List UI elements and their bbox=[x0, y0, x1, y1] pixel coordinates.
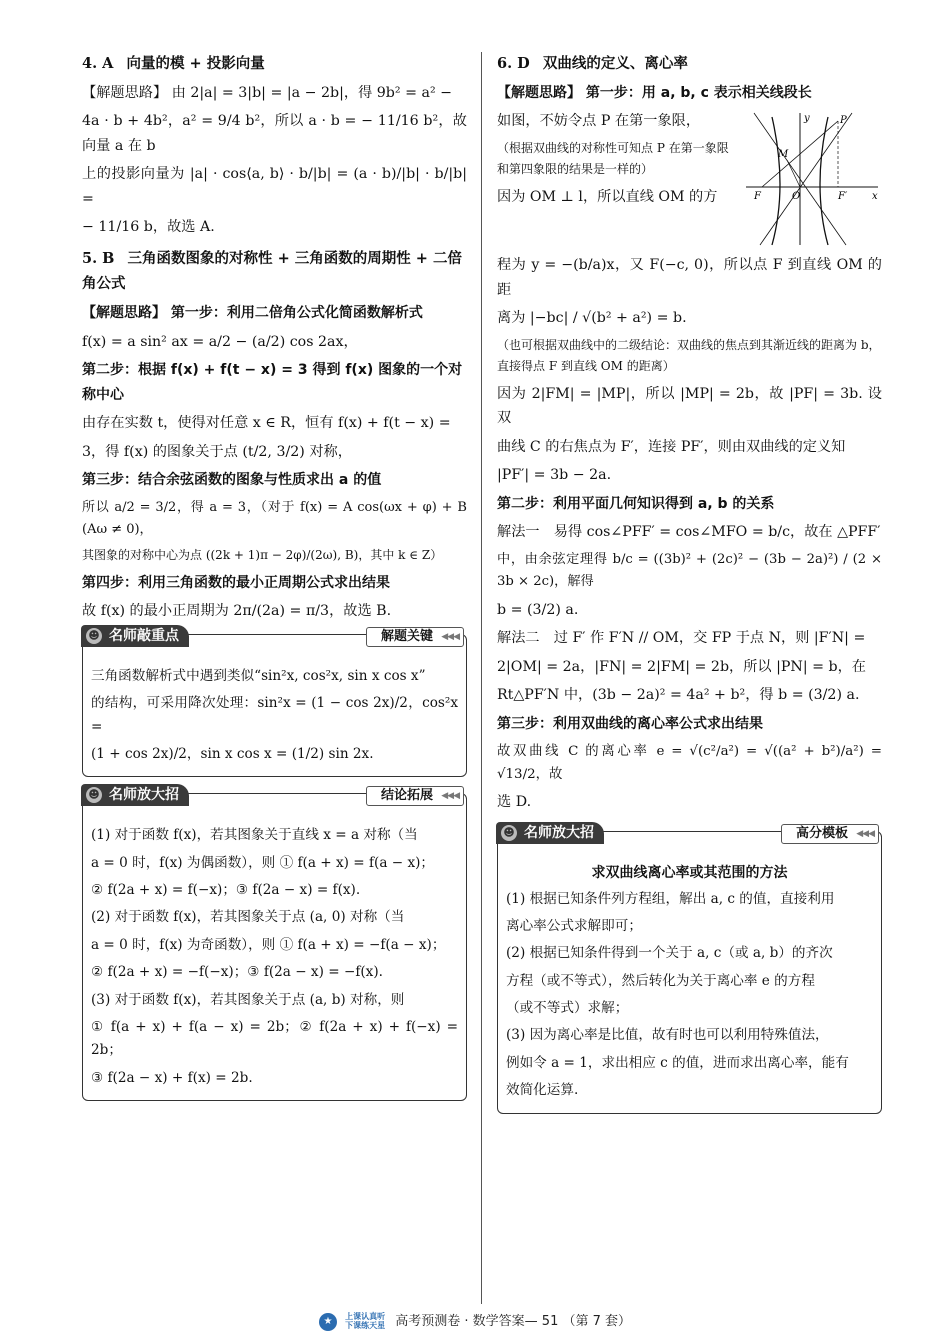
template-line-2: 离心率公式求解即可； bbox=[506, 917, 642, 934]
template-tag-text: 名师放大招 bbox=[524, 824, 594, 841]
q4-line-4: − 11/16 b，故选 A. bbox=[82, 219, 215, 236]
q6-method-1a: 解法一 易得 cos∠PFF′ = cos∠MFO = b/c，故在 △PFF′ bbox=[497, 524, 881, 541]
conclusion-line-9: ③ f(2a − x) + f(x) = 2b. bbox=[91, 1069, 253, 1086]
brand-logo-icon: ★ bbox=[319, 1313, 337, 1331]
right-branch bbox=[820, 117, 828, 245]
teacher-icon: ☻ bbox=[86, 787, 102, 803]
teacher-icon: ☻ bbox=[86, 628, 102, 644]
conclusion-label bbox=[366, 786, 464, 806]
q5-step-4: 第四步：利用三角函数的最小正周期公式求出结果 bbox=[82, 574, 390, 591]
label-x: x bbox=[872, 191, 878, 203]
q6-method-2b: 2|OM| = 2a，|FN| = 2|FM| = 2b，所以 |PN| = b，在 bbox=[497, 658, 866, 675]
q6-line-3b: 选 D. bbox=[497, 794, 532, 811]
q6-step-2: 第二步：利用平面几何知识得到 a, b 的关系 bbox=[497, 495, 775, 512]
hyperbola-figure bbox=[742, 109, 882, 249]
template-line-1: (1) 根据已知条件列方程组，解出 a, c 的值，直接利用 bbox=[506, 890, 835, 907]
conclusion-line-4: (2) 对于函数 f(x)，若其图象关于点 (a, 0) 对称（当 bbox=[91, 909, 405, 926]
q5-line-2a: 由存在实数 t，使得对任意 x ∈ R，恒有 f(x) + f(t − x) = bbox=[82, 415, 451, 432]
line-om bbox=[787, 160, 800, 187]
q5-step-2: 第二步：根据 f(x) + f(t − x) = 3 得到 f(x) 图象的一个对称中心 bbox=[82, 362, 463, 403]
question-4-header bbox=[82, 52, 467, 77]
label-o: O bbox=[792, 191, 801, 203]
q4-line-3: 上的投影向量为 |a| · cos⟨a, b⟩ · b/|b| = (a · b)/|b| · b/|b| = bbox=[82, 166, 467, 207]
conclusion-box bbox=[82, 787, 467, 1101]
key-point-box-header bbox=[81, 625, 468, 647]
question-4-number: 4. A bbox=[82, 55, 114, 72]
q5-step-3: 第三步：结合余弦函数的图象与性质求出 a 的值 bbox=[82, 472, 382, 489]
template-line-6: (3) 因为离心率是比值，故有时也可以利用特殊值法， bbox=[506, 1027, 829, 1044]
q6-line-1d: 离为 |−bc| / √(b² + a²) = b. bbox=[497, 310, 687, 327]
label-m: M bbox=[778, 149, 789, 161]
conclusion-line-2: a = 0 时，f(x) 为偶函数），则 ① f(a + x) = f(a − x)； bbox=[91, 854, 435, 871]
key-point-label-text: 解题关键 bbox=[380, 628, 433, 644]
label-y: y bbox=[804, 113, 810, 125]
q6-step-3: 第三步：利用双曲线的离心率公式求出结果 bbox=[497, 715, 763, 732]
template-label-text: 高分模板 bbox=[795, 825, 848, 841]
brand-slogan bbox=[345, 1313, 385, 1331]
question-6-number: 6. D bbox=[497, 55, 530, 72]
conclusion-line-5: a = 0 时，f(x) 为奇函数），则 ① f(a + x) = −f(a − x)； bbox=[91, 936, 446, 953]
template-line-8: 效简化运算. bbox=[506, 1082, 579, 1099]
template-line-7: 例如令 a = 1，求出相应 c 的值，进而求出离心率，能有 bbox=[506, 1054, 849, 1071]
q6-line-1g: |PF′| = 3b − 2a. bbox=[497, 467, 612, 484]
q6-note-2: （也可根据双曲线中的二级结论：双曲线的焦点到其渐近线的距离为 b，直接得点 F 到直线 OM 的距离） bbox=[497, 337, 881, 374]
conclusion-line-3: ② f(2a + x) = f(−x)；③ f(2a − x) = f(x). bbox=[91, 882, 361, 899]
conclusion-line-1: (1) 对于函数 f(x)，若其图象关于直线 x = a 对称（当 bbox=[91, 827, 418, 844]
conclusion-tag-text: 名师放大招 bbox=[109, 787, 179, 804]
question-5-title: 三角函数图象的对称性 + 三角函数的周期性 + 二倍角公式 bbox=[82, 250, 463, 293]
arrows-icon: ◀◀◀ bbox=[441, 791, 459, 802]
conclusion-line-7: (3) 对于函数 f(x)，若其图象关于点 (a, b) 对称，则 bbox=[91, 991, 405, 1008]
label-f: F bbox=[754, 191, 761, 203]
template-box-header bbox=[496, 822, 883, 844]
question-6-title: 双曲线的定义、离心率 bbox=[542, 55, 688, 72]
question-5-header bbox=[82, 247, 467, 297]
key-point-line-1: 三角函数解析式中遇到类似“sin²x, cos²x, sin x cos x” bbox=[91, 667, 426, 684]
question-6-header bbox=[497, 52, 882, 77]
q4-line-1: 【解题思路】 由 2|a| = 3|b| = |a − 2b|，得 9b² = a² − bbox=[82, 84, 453, 101]
template-line-3: (2) 根据已知条件得到一个关于 a, c（或 a, b）的齐次 bbox=[506, 945, 833, 962]
page-footer bbox=[0, 1310, 950, 1331]
label-p: P bbox=[840, 115, 847, 127]
q5-line-3a: 所以 a/2 = 3/2，得 a = 3，（对于 f(x) = A cos(ωx + φ) + B (Aω ≠ 0)， bbox=[82, 499, 467, 537]
q6-method-1c: b = (3/2) a. bbox=[497, 601, 579, 618]
question-5-number: 5. B bbox=[82, 250, 115, 268]
question-4-title: 向量的模 + 投影向量 bbox=[126, 55, 265, 72]
template-line-5: （或不等式）求解； bbox=[506, 1000, 629, 1017]
conclusion-label-text: 结论拓展 bbox=[380, 788, 433, 804]
q4-line-2: 4a · b + 4b²，a² = 9/4 b²，所以 a · b = − 11/16 b²，故向量 a 在 b bbox=[82, 113, 467, 154]
q6-line-1a: 如图，不妨令点 P 在第一象限， bbox=[497, 113, 701, 130]
template-box bbox=[497, 824, 882, 1114]
q6-line-3a: 故双曲线 C 的离心率 e = √(c²/a²) = √((a² + b²)/a²) = √13/2，故 bbox=[497, 744, 882, 783]
key-point-label bbox=[366, 627, 464, 647]
conclusion-tag bbox=[81, 784, 189, 806]
q5-step-1: 【解题思路】 第一步：利用二倍角公式化简函数解析式 bbox=[82, 305, 423, 322]
key-point-line-2: 的结构，可采用降次处理：sin²x = (1 − cos 2x)/2，cos²x = bbox=[91, 695, 458, 735]
brand-slogan-top: 上课认真听 bbox=[345, 1311, 386, 1321]
q5-line-4: 故 f(x) 的最小正周期为 2π/(2a) = π/3，故选 B. bbox=[82, 603, 392, 620]
template-label bbox=[781, 824, 879, 844]
conclusion-line-6: ② f(2a + x) = −f(−x)；③ f(2a − x) = −f(x). bbox=[91, 964, 383, 981]
label-f2: F′ bbox=[838, 191, 848, 203]
template-tag bbox=[496, 822, 604, 844]
q5-line-3b: 其图象的对称中心为点 ((2k + 1)π − 2φ)/(2ω), B)，其中 k ∈ Z） bbox=[82, 548, 443, 563]
q6-method-2c: Rt△PF′N 中，(3b − 2a)² = 4a² + b²，得 b = (3/2) a. bbox=[497, 687, 860, 704]
conclusion-box-header bbox=[81, 784, 468, 806]
arrows-icon: ◀◀◀ bbox=[856, 828, 874, 839]
q6-step-1: 【解题思路】 第一步：用 a, b, c 表示相关线段长 bbox=[497, 84, 812, 101]
q5-equation-1: f(x) = a sin² ax = a/2 − (a/2) cos 2ax， bbox=[82, 333, 358, 350]
teacher-icon: ☻ bbox=[501, 825, 517, 841]
right-column bbox=[497, 52, 882, 1114]
q6-line-1f: 曲线 C 的右焦点为 F′，连接 PF′，则由双曲线的定义知 bbox=[497, 438, 846, 455]
template-line-4: 方程（或不等式），然后转化为关于离心率 e 的方程 bbox=[506, 972, 815, 989]
column-divider bbox=[481, 52, 482, 1304]
q6-line-1b: 因为 OM ⊥ l，所以直线 OM 的方 bbox=[497, 189, 718, 206]
q6-method-2a: 解法二 过 F′ 作 F′N // OM，交 FP 于点 N，则 |F′N| = bbox=[497, 630, 866, 647]
key-point-line-3: (1 + cos 2x)/2，sin x cos x = (1/2) sin 2x. bbox=[91, 745, 374, 762]
key-point-tag-text: 名师敲重点 bbox=[109, 627, 179, 644]
q5-line-2b: 3，得 f(x) 的图象关于点 (t/2, 3/2) 对称， bbox=[82, 443, 352, 460]
template-title: 求双曲线离心率或其范围的方法 bbox=[591, 864, 788, 881]
conclusion-line-8: ① f(a + x) + f(a − x) = 2b；② f(2a + x) + f(−x) = 2b； bbox=[91, 1018, 458, 1059]
brand-slogan-bottom: 下课练天星 bbox=[345, 1320, 386, 1330]
q6-method-1b: 中，由余弦定理得 b/c = ((3b)² + (2c)² − (3b − 2a)²) / (2 × 3b × 2c)，解得 bbox=[497, 551, 882, 590]
q6-line-1c: 程为 y = −(b/a)x，又 F(−c, 0)，所以点 F 到直线 OM 的距 bbox=[497, 257, 882, 298]
q6-note-1: （根据双曲线的对称性可知点 P 在第一象限和第四象限的结果是一样的） bbox=[497, 140, 729, 177]
arrows-icon: ◀◀◀ bbox=[441, 631, 459, 642]
key-point-tag bbox=[81, 625, 189, 647]
q6-line-1e: 因为 2|FM| = |MP|，所以 |MP| = 2b，故 |PF| = 3b. 设双 bbox=[497, 385, 882, 427]
left-column bbox=[82, 52, 467, 1101]
footer-text: 高考预测卷 · 数学答案— 51 （第 7 套） bbox=[395, 1314, 632, 1329]
key-point-box bbox=[82, 627, 467, 778]
